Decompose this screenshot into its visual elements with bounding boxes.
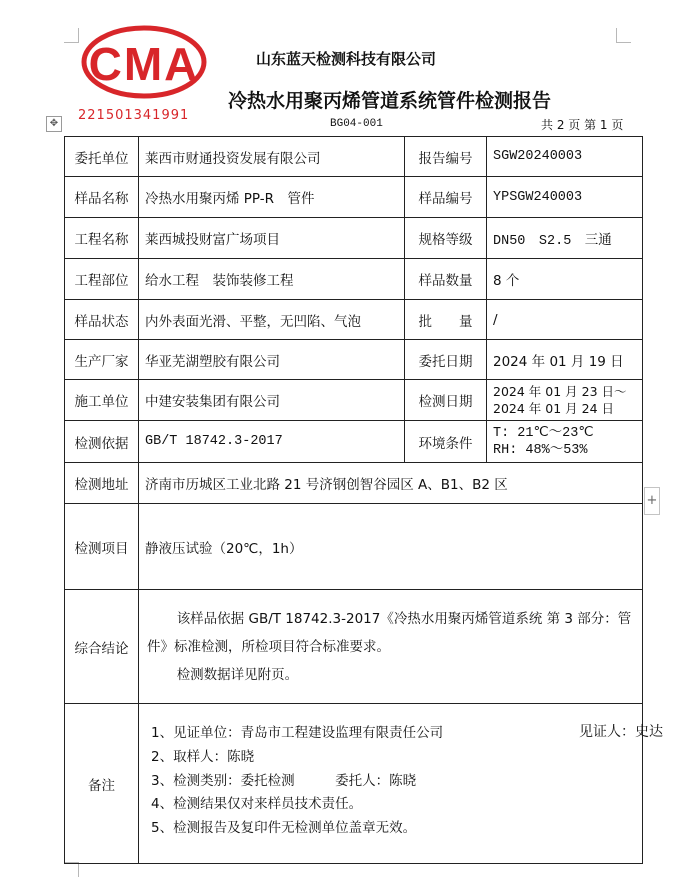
label-address: 检测地址 [65,463,139,504]
label-manufacturer: 生产厂家 [65,340,139,380]
page-info: 共 2 页 第 1 页 [541,118,624,132]
report-table [64,136,663,864]
table-row [65,590,643,704]
table-row [65,704,643,864]
table-row [65,218,643,259]
value-project-part: 给水工程 装饰装修工程 [139,259,405,300]
label-spec: 规格等级 [405,218,487,259]
remark-line-3: 3、检测类别：委托检测 委托人：陈晓 [151,773,417,789]
value-report-no: SGW20240003 [487,137,643,177]
corner-mark-top-left [64,28,79,43]
cma-seal-graphic [78,22,210,108]
form-number: BG04-001 [330,118,383,130]
add-column-icon[interactable]: + [644,487,660,515]
label-project-name: 工程名称 [65,218,139,259]
table-row [65,340,643,380]
table-row [65,463,643,504]
table-row [65,504,643,590]
table-row [65,137,643,177]
value-commission-date: 2024 年 01 月 19 日 [487,340,643,380]
corner-mark-bottom-left [64,862,79,877]
test-date-start: 2024 年 01 月 23 日～ [493,384,627,399]
report-title: 冷热水用聚丙烯管道系统管件检测报告 [228,90,552,112]
cma-number: 221501341991 [78,108,190,123]
table-row [65,380,643,421]
env-temperature: T: 21℃～23℃ [493,425,594,441]
remark-line-1: 1、见证单位：青岛市工程建设监理有限责任公司 [151,725,444,741]
svg-text:CMA: CMA [88,38,200,90]
label-remarks: 备注 [65,704,139,864]
remark-line-5: 5、检测报告及复印件无检测单位盖章无效。 [151,820,417,836]
label-constructor: 施工单位 [65,380,139,421]
value-sample-state: 内外表面光滑、平整，无凹陷、气泡 [139,300,405,340]
label-conclusion: 综合结论 [65,590,139,704]
label-sample-qty: 样品数量 [405,259,487,300]
label-environment: 环境条件 [405,421,487,463]
cma-logo [78,22,210,123]
value-basis: GB/T 18742.3-2017 [139,421,405,463]
value-environment [487,421,643,463]
table-row [65,177,643,218]
value-spec: DN50 S2.5 三通 [487,218,643,259]
value-manufacturer: 华亚芜湖塑胶有限公司 [139,340,405,380]
value-batch: / [487,300,643,340]
value-sample-qty: 8 个 [487,259,643,300]
test-date-end: 2024 年 01 月 24 日 [493,401,614,416]
value-conclusion [139,590,643,704]
label-batch: 批 量 [405,300,487,340]
company-name: 山东蓝天检测科技有限公司 [256,50,437,68]
remark-line-2: 2、取样人：陈晓 [151,749,255,765]
table-row [65,421,643,463]
label-report-no: 报告编号 [405,137,487,177]
value-project-name: 莱西城投财富广场项目 [139,218,405,259]
env-humidity: RH: 48%～53% [493,442,588,458]
label-sample-no: 样品编号 [405,177,487,218]
label-items: 检测项目 [65,504,139,590]
label-test-date: 检测日期 [405,380,487,421]
corner-mark-top-right [616,28,631,43]
label-basis: 检测依据 [65,421,139,463]
remark-witness: 见证人：史达 [579,724,663,740]
remark-line-4: 4、检测结果仅对来样员技术责任。 [151,796,363,812]
value-client: 莱西市财通投资发展有限公司 [139,137,405,177]
value-address: 济南市历城区工业北路 21 号济钢创智谷园区 A、B1、B2 区 [139,463,643,504]
table-move-handle-icon[interactable]: ✥ [46,116,62,132]
label-project-part: 工程部位 [65,259,139,300]
label-sample-state: 样品状态 [65,300,139,340]
value-test-date [487,380,643,421]
table-row [65,259,643,300]
label-sample-name: 样品名称 [65,177,139,218]
table-row [65,300,643,340]
conclusion-paragraph: 该样品依据 GB/T 18742.3-2017《冷热水用聚丙烯管道系统 第 3 部分：管件》标准检测，所检项目符合标准要求。 [147,610,632,655]
value-remarks [139,704,663,864]
label-commission-date: 委托日期 [405,340,487,380]
value-sample-no: YPSGW240003 [487,177,643,218]
value-constructor: 中建安装集团有限公司 [139,380,405,421]
value-sample-name: 冷热水用聚丙烯 PP-R 管件 [139,177,405,218]
conclusion-note: 检测数据详见附页。 [176,666,299,683]
label-client: 委托单位 [65,137,139,177]
value-items: 静液压试验（20℃，1h） [139,504,643,590]
